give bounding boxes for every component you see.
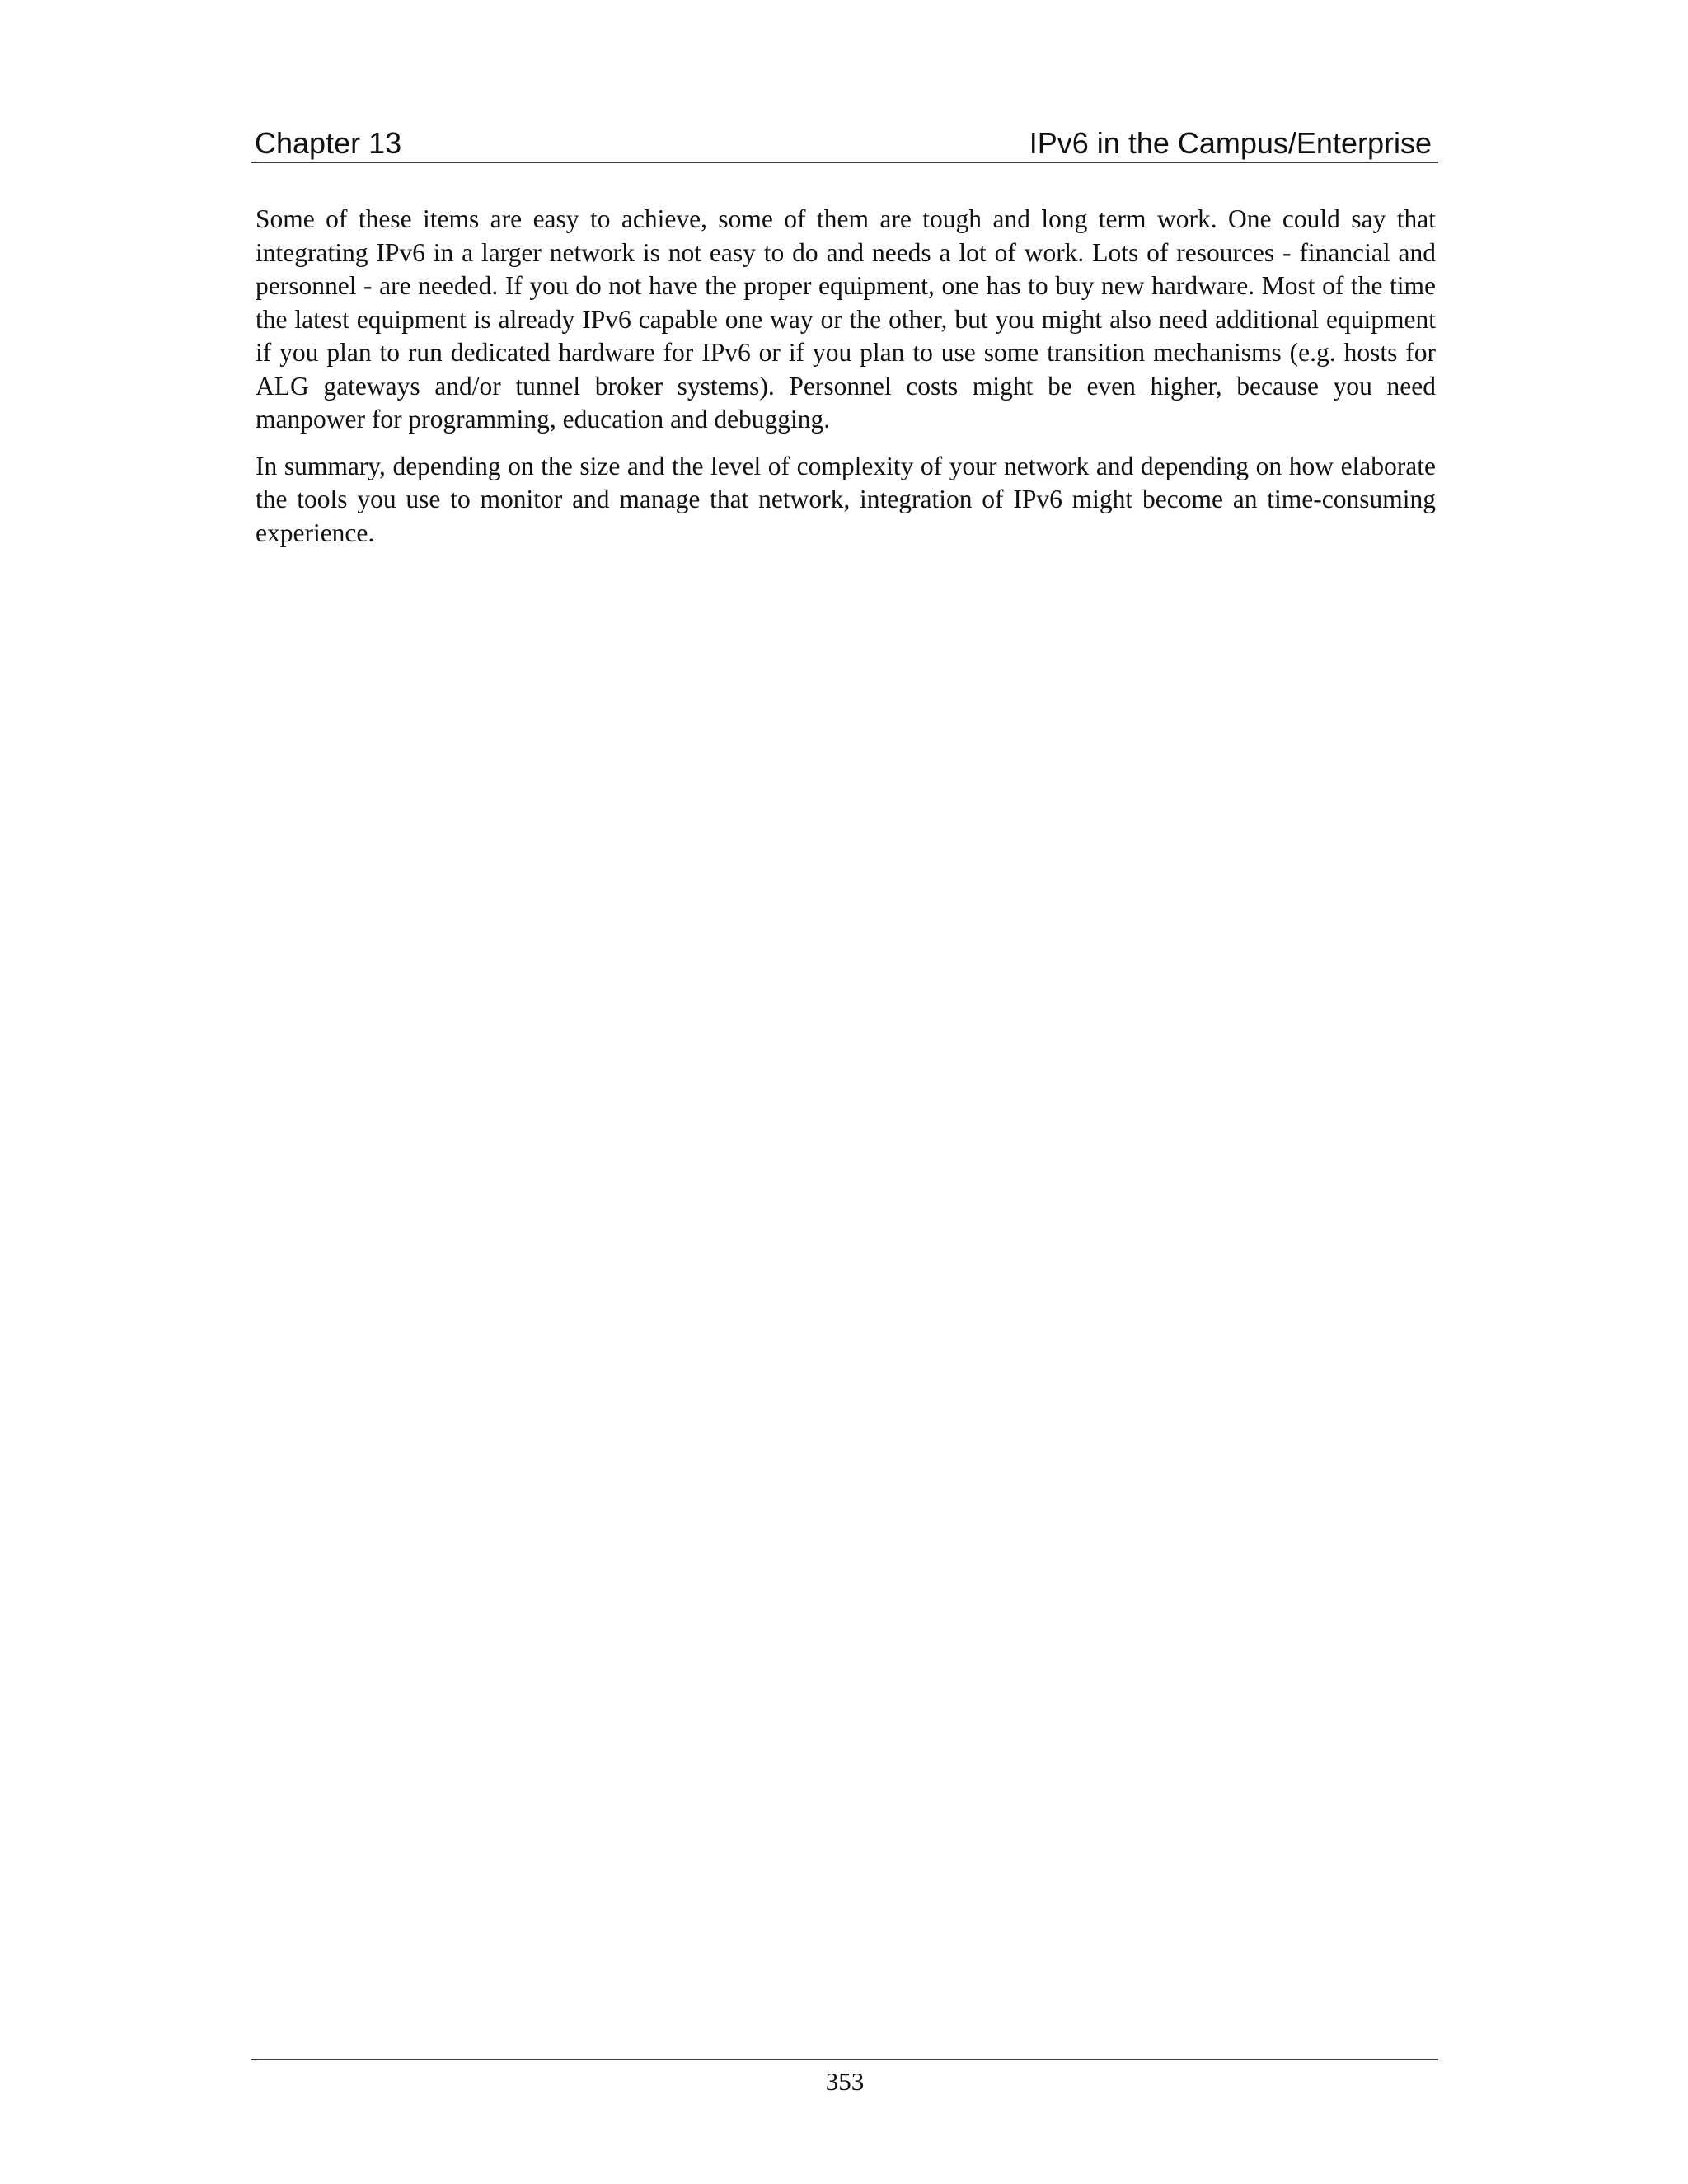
paragraph: In summary, depending on the size and the level of complexity of your network and depending on how elaborate the tools you use to monitor and manage that network, integration of IPv6 might become an time-consuming experience. [256,451,1436,547]
chapter-label: Chapter 13 [255,126,402,160]
page-footer [251,2059,1438,2096]
chapter-title: IPv6 in the Campus/Enterprise [1029,126,1432,160]
page-number: 353 [825,2067,865,2096]
page-header [251,122,1438,163]
body-text [256,203,1436,563]
paragraph: Some of these items are easy to achieve, some of them are tough and long term work. One could say that integrating IPv6 in a larger network is not easy to do and needs a lot of work. Lots of resources - financial and personnel - are needed. If you do not have the proper equipment, one has to buy new hardware. Most of the time the latest equipment is already IPv6 capable one way or the other, but you might also need additional equipment if you plan to run dedicated hardware for IPv6 or if you plan to use some transition mechanisms (e.g. hosts for ALG gateways and/or tunnel broker systems). Personnel costs might be even higher, because you need manpower for programming, education and debugging. [256,204,1436,434]
